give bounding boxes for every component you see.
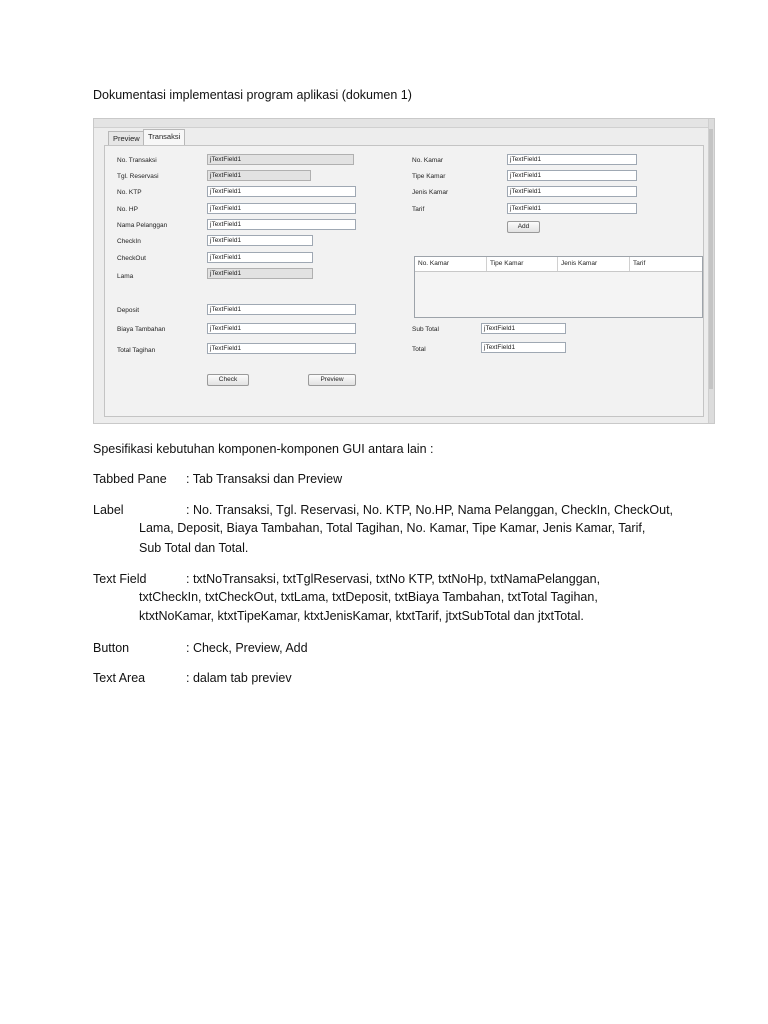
spec-key-button: Button [93, 641, 130, 655]
biaya-tambahan-field[interactable]: jTextField1 [207, 323, 356, 334]
label-no-kamar: No. Kamar [412, 157, 444, 164]
label-tarif: Tarif [412, 206, 425, 213]
label-no-ktp: No. KTP [117, 189, 142, 196]
table-header-jenis-kamar[interactable]: Jenis Kamar [558, 257, 630, 271]
label-no-hp: No. HP [117, 206, 138, 213]
spec-value-text-area: : dalam tab previev [186, 671, 292, 685]
table-header [415, 257, 702, 272]
label-nama-pelanggan: Nama Pelanggan [117, 222, 168, 229]
total-field[interactable]: jTextField1 [481, 342, 566, 353]
spec-value-button: : Check, Preview, Add [186, 641, 308, 655]
spec-key-text-area: Text Area [93, 671, 146, 685]
label-checkin: CheckIn [117, 238, 141, 245]
spec-heading: Spesifikasi kebutuhan komponen-komponen GUI antara lain : [93, 442, 434, 456]
transaksi-panel [104, 145, 704, 417]
label-lama: Lama [117, 273, 134, 280]
label-jenis-kamar: Jenis Kamar [412, 189, 449, 196]
no-kamar-field[interactable]: jTextField1 [507, 154, 637, 165]
label-sub-total: Sub Total [412, 326, 439, 333]
spec-value-text-field-line2: txtCheckIn, txtCheckOut, txtLama, txtDeposit, txtBiaya Tambahan, txtTotal Tagihan, [139, 590, 598, 604]
lama-field[interactable]: jTextField1 [207, 268, 313, 279]
checkout-field[interactable]: jTextField1 [207, 252, 313, 263]
label-tipe-kamar: Tipe Kamar [412, 173, 446, 180]
no-hp-field[interactable]: jTextField1 [207, 203, 356, 214]
table-header-tipe-kamar[interactable]: Tipe Kamar [487, 257, 558, 271]
checkin-field[interactable]: jTextField1 [207, 235, 313, 246]
deposit-field[interactable]: jTextField1 [207, 304, 356, 315]
add-button[interactable]: Add [507, 221, 540, 233]
spec-value-text-field-line1: : txtNoTransaksi, txtTglReservasi, txtNo KTP, txtNoHp, txtNamaPelanggan, [186, 572, 601, 586]
label-checkout: CheckOut [117, 255, 146, 262]
label-deposit: Deposit [117, 307, 140, 314]
table-header-tarif[interactable]: Tarif [633, 260, 646, 267]
tgl-reservasi-field[interactable]: jTextField1 [207, 170, 311, 181]
tarif-field[interactable]: jTextField1 [507, 203, 637, 214]
spec-value-label-line2: Lama, Deposit, Biaya Tambahan, Total Tagihan, No. Kamar, Tipe Kamar, Jenis Kamar, Tarif, [139, 521, 646, 535]
preview-button[interactable]: Preview [308, 374, 356, 386]
spec-key-tabbed-pane: Tabbed Pane [93, 472, 167, 486]
sub-total-field[interactable]: jTextField1 [481, 323, 566, 334]
check-button[interactable]: Check [207, 374, 249, 386]
tab-preview[interactable]: Preview [108, 131, 145, 145]
tipe-kamar-field[interactable]: jTextField1 [507, 170, 637, 181]
table-header-no-kamar[interactable]: No. Kamar [415, 257, 487, 271]
kamar-table[interactable] [414, 256, 703, 318]
spec-key-label: Label [93, 503, 124, 517]
label-total: Total [412, 346, 426, 353]
no-ktp-field[interactable]: jTextField1 [207, 186, 356, 197]
scrollbar-thumb[interactable] [709, 129, 713, 389]
label-no-transaksi: No. Transaksi [117, 157, 157, 164]
document-heading: Dokumentasi implementasi program aplikasi (dokumen 1) [93, 88, 412, 102]
spec-value-text-field-line3: ktxtNoKamar, ktxtTipeKamar, ktxtJenisKamar, ktxtTarif, jtxtSubTotal dan jtxtTotal. [139, 609, 584, 623]
tab-transaksi[interactable]: Transaksi [143, 129, 185, 145]
app-screenshot [93, 118, 715, 424]
total-tagihan-field[interactable]: jTextField1 [207, 343, 356, 354]
jenis-kamar-field[interactable]: jTextField1 [507, 186, 637, 197]
nama-pelanggan-field[interactable]: jTextField1 [207, 219, 356, 230]
window-top-strip [94, 119, 714, 128]
label-biaya-tambahan: Biaya Tambahan [117, 326, 166, 333]
no-transaksi-field[interactable]: jTextField1 [207, 154, 354, 165]
spec-value-tabbed-pane: : Tab Transaksi dan Preview [186, 472, 343, 486]
spec-key-text-field: Text Field [93, 572, 147, 586]
label-tgl-reservasi: Tgl. Reservasi [117, 173, 159, 180]
scrollbar[interactable] [708, 119, 714, 423]
label-total-tagihan: Total Tagihan [117, 347, 156, 354]
spec-value-label-line3: Sub Total dan Total. [139, 541, 249, 555]
spec-value-label-line1: : No. Transaksi, Tgl. Reservasi, No. KTP, No.HP, Nama Pelanggan, CheckIn, CheckOut, [186, 503, 674, 517]
